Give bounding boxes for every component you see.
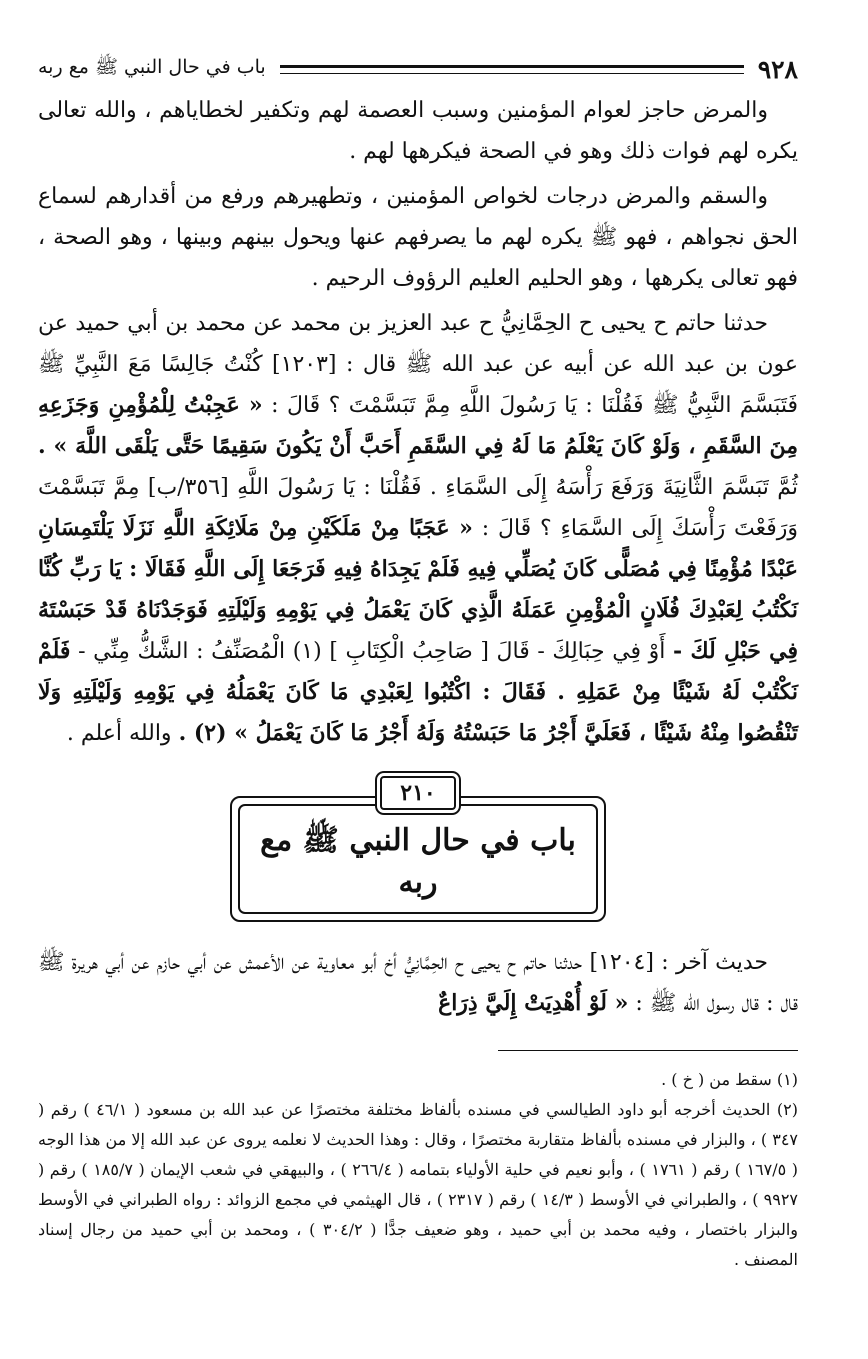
- hadith-2: [38, 942, 798, 1024]
- footnote-2: (٢) الحديث أخرجه أبو داود الطيالسي في مسنده بألفاظ مختلفة مختصرًا عن عبد الله بن مسعود ( ٤٦/١ ) رقم ( ٣٤٧ ) ، والبزار في مسنده بألفاظ متقاربة مختصرًا ، وقال : وهذا الحديث لا نعلمه يروى عن عبد الله إلا من هذا الوجه ( ١٦٧/٥ ) رقم ( ١٧٦١ ) ، وأبو نعيم في حلية الأولياء بتمامه ( ٢٦٦/٤ ) ، والبيهقي في شعب الإيمان ( ١٨٥/٧ ) رقم ( ٩٩٢٧ ) ، والطبراني في الأوسط ( ١٤/٣ ) رقم ( ٢٣١٧ ) ، قال الهيثمي في مجمع الزوائد : رواه الطبراني في الأوسط والبزار باختصار ، وفيه محمد بن أبي حميد ، وهو ضعيف جدًّا ( ٣٠٤/٢ ) ، ومحمد بن أبي حميد من رجال إسناد المصنف .: [38, 1100, 799, 1269]
- hadith-1-narration-2: ثُمَّ تَبَسَّمَ الثَّانِيَةَ وَرَفَعَ رَأْسَهُ إِلَى السَّمَاءِ . فَقُلْنَا : يَا رَسُولَ اللَّهِ [٣٥٦/ب] مِمَّ تَبَسَّمْتَ وَرَفَعْتَ رَأْسَكَ إِلَى السَّمَاءِ ؟ قَالَ :: [38, 475, 799, 541]
- page-number: ٩٢٨: [757, 54, 798, 84]
- hadith-1-matn-2: « عَجَبًا مِنْ مَلَكَيْنِ مِنْ مَلَائِكَةِ اللَّهِ نَزَلَا يَلْتَمِسَانِ عَبْدًا مُؤْمِنًا فِي مُصَلًّى كَانَ يُصَلِّي فِيهِ فَلَمْ يَجِدَاهُ فِيهِ فَرَجَعَا إِلَى اللَّهِ فَقَالَا : يَا رَبِّ كُنَّا نَكْتُبُ لِعَبْدِكَ فُلَانٍ الْمُؤْمِنِ عَمَلَهُ الَّذِي كَانَ يَعْمَلُ فِي يَوْمِهِ وَلَيْلَتِهِ فَوَجَدْنَاهُ قَدْ حَبَسْتَهُ فِي حَبْلِ لَكَ -: [38, 515, 799, 664]
- running-header: [38, 52, 798, 86]
- chapter-heading: [38, 776, 798, 922]
- chapter-title: باب في حال النبي ﷺ مع ربه: [238, 804, 598, 914]
- chapter-title-frame: [230, 796, 606, 922]
- hadith-1-isnad: حدثنا حاتم ح يحيى ح الحِمَّانِيُّ ح عبد العزيز بن محمد عن محمد بن أبي حميد عن عون بن عبد الله عن أبيه عن عبد الله ﷺ قال : [١٢٠٣] كُنْتُ جَالِسًا مَعَ النَّبِيِّ ﷺ فَتَبَسَّمَ النَّبِيُّ ﷺ فَقُلْنَا : يَا رَسُولَ اللَّهِ مِمَّ تَبَسَّمْتَ ؟ قَالَ :: [38, 311, 798, 418]
- header-rule: [280, 65, 744, 74]
- footnote-separator: [498, 1050, 798, 1051]
- hadith-1-doubt-note: أَوْ فِي حِبَالِكَ - قَالَ [ صَاحِبُ الْكِتَابِ ] (١) الْمُصَنِّفُ : الشَّكُّ مِنِّي -: [78, 639, 666, 664]
- hadith-2-isnad: حديث آخر : [١٢٠٤] حدثنا حاتم ح يحيى ح الحِمَّانِيُّ أخ أبو معاوية عن الأعمش عن أبي حازم عن أبي هريرة ﷺ قال : قال رسول الله ﷺ :: [38, 950, 798, 1016]
- hadith-1-closing: والله أعلم .: [66, 721, 172, 746]
- hadith-1-matn-3: فَلَمْ نَكْتُبْ لَهُ شَيْئًا مِنْ عَمَلِهِ . فَقَالَ : اكْتُبُوا لِعَبْدِي مَا كَانَ يَعْمَلُهُ فِي يَوْمِهِ وَلَيْلَتِهِ وَلَا تَنْقُصُوا مِنْهُ شَيْئًا ، فَعَلَيَّ أَجْرُ مَا حَبَسْتُهُ وَلَهُ أَجْرُ مَا كَانَ يَعْمَلُ » (٢) .: [38, 638, 798, 746]
- chapter-number: ٢١٠: [380, 776, 455, 810]
- hadith-1-matn-1: « عَجِبْتُ لِلْمُؤْمِنِ وَجَزَعِهِ مِنَ السَّقَمِ ، وَلَوْ كَانَ يَعْلَمُ مَا لَهُ فِي السَّقَمِ أَحَبَّ أَنْ يَكُونَ سَقِيمًا حَتَّى يَلْقَى اللَّهَ » .: [38, 392, 798, 459]
- hadith-2-matn: « لَوْ أُهْدِيَتْ إِلَيَّ ذِرَاعٌ: [438, 990, 629, 1016]
- hadith-1: [38, 303, 798, 754]
- paragraph-2: والسقم والمرض درجات لخواص المؤمنين ، وتطهيرهم ورفع من أقدارهم لسماع الحق نجواهم ، فهو ﷺ يكره لهم ما يصرفهم عنها ويحول بينهم وبينها ، وهو الصحة ، فهو تعالى يكرهها ، وهو الحليم العليم الرؤوف الرحيم .: [38, 184, 798, 291]
- footnotes: [38, 1065, 798, 1275]
- running-title: باب في حال النبي ﷺ مع ربه: [38, 56, 266, 78]
- paragraph-1: والمرض حاجز لعوام المؤمنين وسبب العصمة لهم وتكفير لخطاياهم ، والله تعالى يكره لهم فوات ذلك وهو في الصحة فيكرهها لهم .: [38, 98, 798, 164]
- footnote-1: (١) سقط من ( خ ) .: [661, 1070, 798, 1089]
